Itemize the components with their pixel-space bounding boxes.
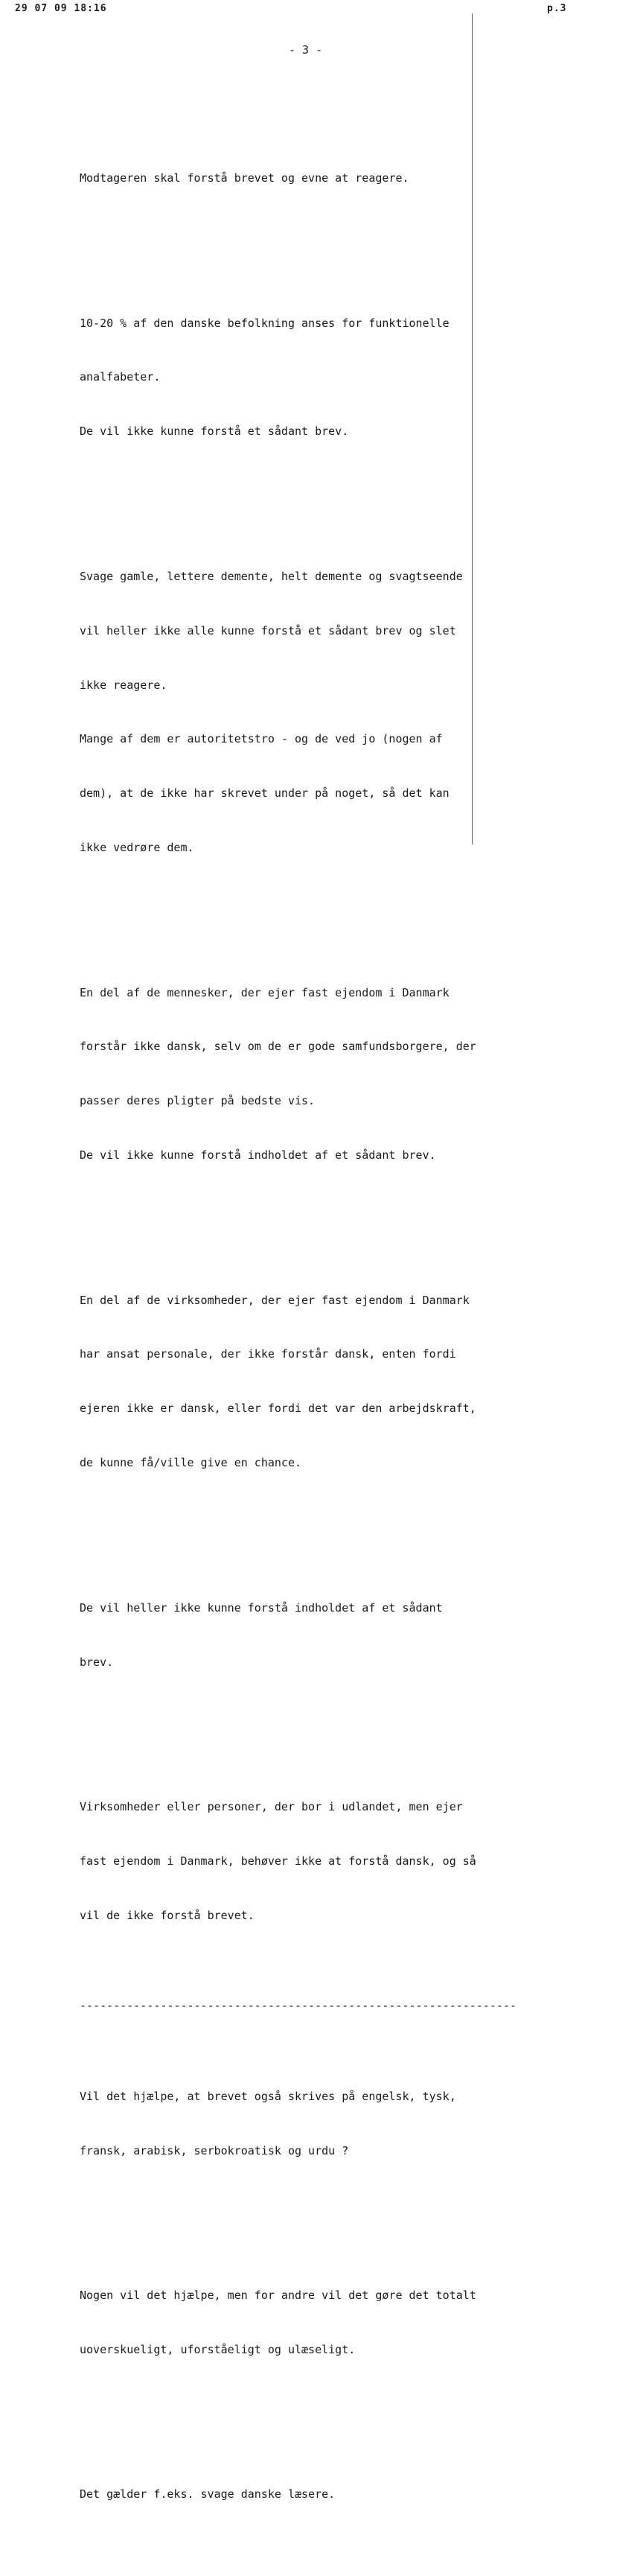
paragraph <box>80 2449 541 2540</box>
paragraph <box>80 133 541 223</box>
text-line: Vil det hjælpe, at brevet også skrives på engelsk, tysk, <box>80 2089 456 2103</box>
text-line: De vil heller ikke kunne forstå indholdet af et sådant <box>80 1600 443 1615</box>
paragraph <box>80 1562 541 1707</box>
text-line: Svage gamle, lettere demente, helt demente og svagtseende <box>80 569 463 583</box>
text-line: ikke reagere. <box>80 678 167 692</box>
text-line: vil heller ikke alle kunne forstå et sådant brev og slet <box>80 623 456 637</box>
page-number: - 3 - <box>289 43 323 57</box>
dashed-separator: ----------------------------------------------------------------- <box>80 1999 516 2013</box>
text-line: analfabeter. <box>80 370 161 384</box>
paragraph <box>80 1255 541 1508</box>
letter-body <box>80 97 541 2576</box>
text-line: ejeren ikke er dansk, eller fordi det var den arbejdskraft, <box>80 1402 476 1416</box>
text-line: Virksomheder eller personer, der bor i udlandet, men ejer <box>80 1799 463 1813</box>
paragraph <box>80 2250 541 2394</box>
text-line: de kunne få/ville give en chance. <box>80 1456 302 1470</box>
text-line: vil de ikke forstå brevet. <box>80 1908 255 1922</box>
text-line: 10-20 % af den danske befolkning anses for funktionelle <box>80 316 450 330</box>
text-line: har ansat personale, der ikke forstår dansk, enten fordi <box>80 1347 456 1361</box>
text-line: Modtageren skal forstå brevet og evne at reagere. <box>80 171 409 185</box>
text-line: forstår ikke dansk, selv om de er gode samfundsborgere, der <box>80 1040 476 1054</box>
text-line: En del af de virksomheder, der ejer fast ejendom i Danmark <box>80 1293 470 1307</box>
paragraph <box>80 2051 541 2195</box>
fax-timestamp: 29 07 09 18:16 <box>15 3 107 14</box>
text-line: passer deres pligter på bedste vis. <box>80 1094 316 1108</box>
paragraph <box>80 531 541 893</box>
text-line: uoverskueligt, uforståeligt og ulæseligt. <box>80 2342 356 2356</box>
text-line: En del af de mennesker, der ejer fast ejendom i Danmark <box>80 985 450 999</box>
text-line: fransk, arabisk, serbokroatisk og urdu ? <box>80 2143 349 2157</box>
fax-page-label: p.3 <box>547 3 567 14</box>
text-line: brev. <box>80 1655 114 1669</box>
text-line: De vil ikke kunne forstå et sådant brev. <box>80 424 349 439</box>
text-line: ikke vedrøre dem. <box>80 841 194 855</box>
paragraph <box>80 278 541 477</box>
text-line: Mange af dem er autoritetstro - og de ved jo (nogen af <box>80 732 443 746</box>
text-line: De vil ikke kunne forstå indholdet af et sådant brev. <box>80 1148 436 1163</box>
text-line: fast ejendom i Danmark, behøver ikke at forstå dansk, og så <box>80 1854 476 1868</box>
text-line: dem), at de ikke har skrevet under på noget, så det kan <box>80 786 450 801</box>
text-line: Det gælder f.eks. svage danske læsere. <box>80 2487 336 2502</box>
paragraph <box>80 1761 541 1960</box>
paragraph <box>80 947 541 1200</box>
text-line: Nogen vil det hjælpe, men for andre vil det gøre det totalt <box>80 2288 476 2302</box>
